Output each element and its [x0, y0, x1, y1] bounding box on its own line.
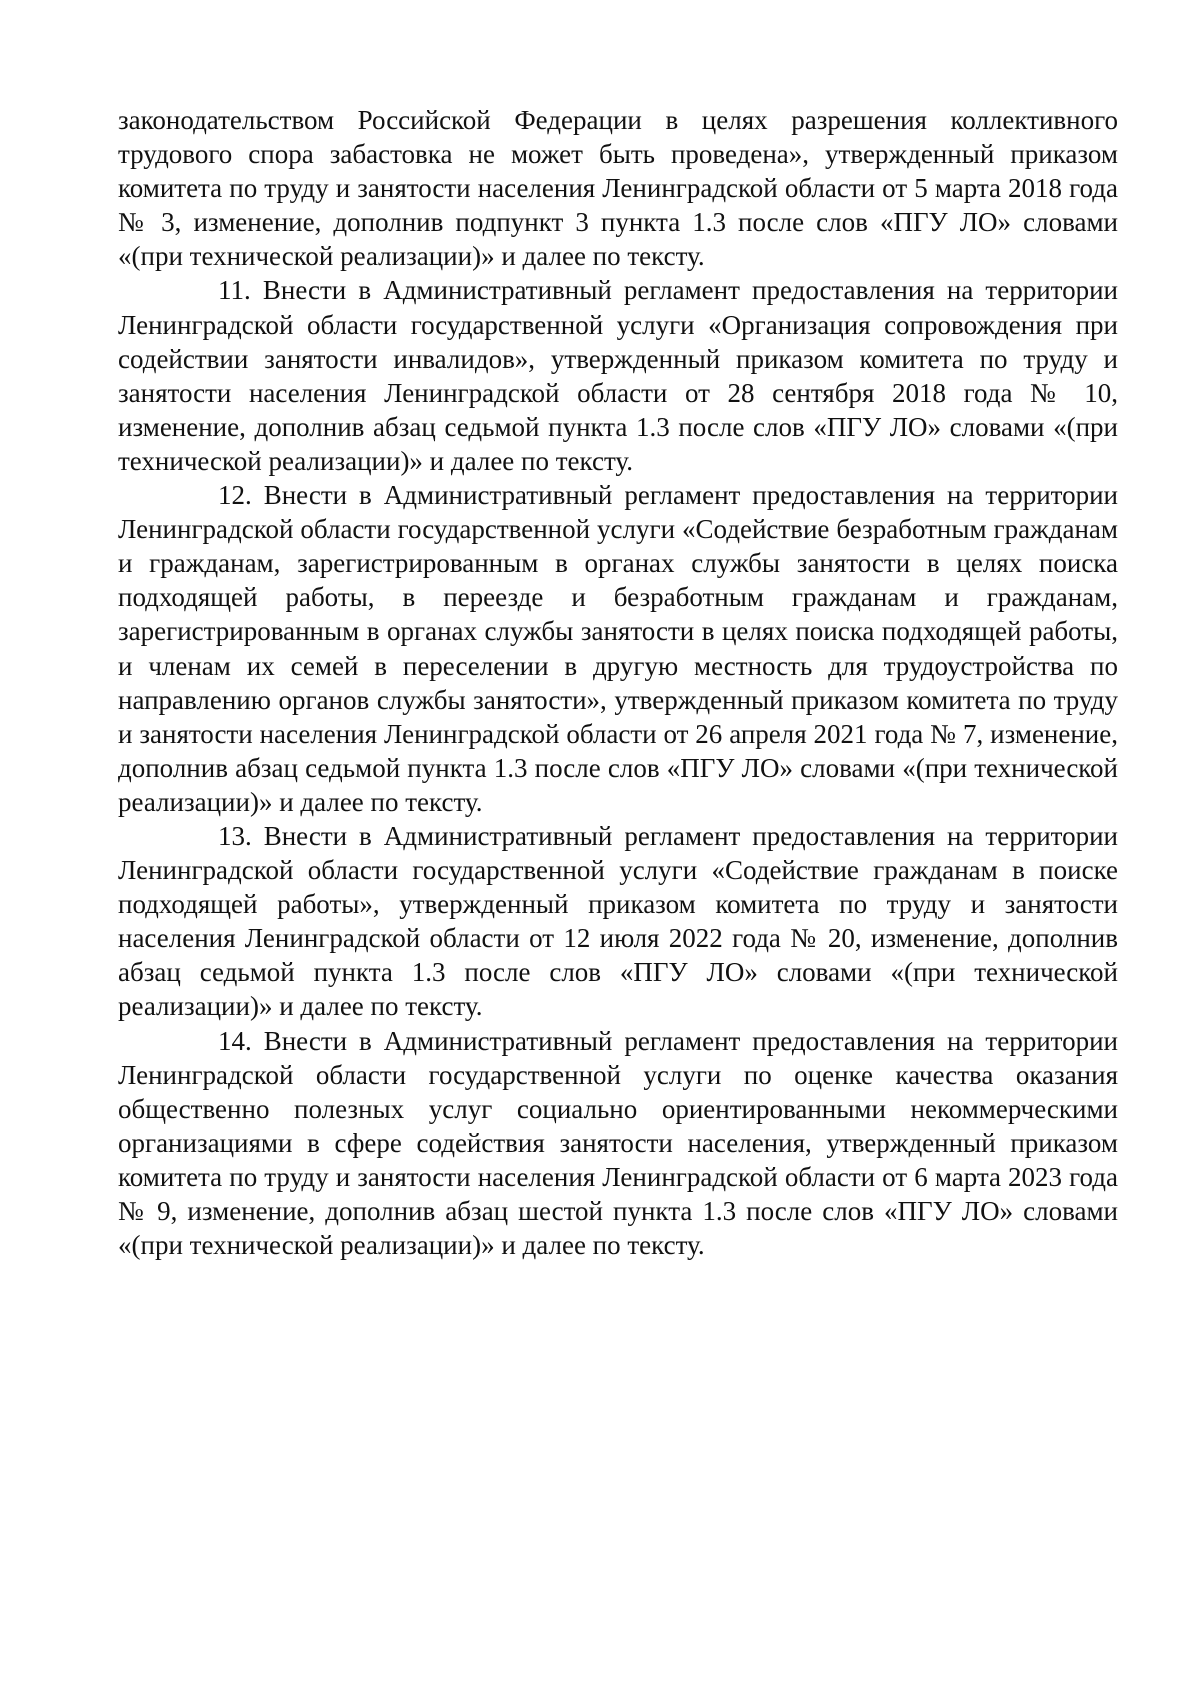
document-body — [118, 103, 1118, 1262]
paragraph-item-11: 11. Внести в Административный регламент предоставления на территории Ленинградской области государственной услуги «Организация сопровождения при содействии занятости инвалидов», утвержденный приказом комитета по труду и занятости населения Ленинградской области от 28 сентября 2018 года № 10, изменение, дополнив абзац седьмой пункта 1.3 после слов «ПГУ ЛО» словами «(при технической реализации)» и далее по тексту. — [118, 275, 1118, 476]
paragraph-continuation: законодательством Российской Федерации в целях разрешения коллективного трудового спора забастовка не может быть проведена», утвержденный приказом комитета по труду и занятости населения Ленинградской области от 5 марта 2018 года № 3, изменение, дополнив подпункт 3 пункта 1.3 после слов «ПГУ ЛО» словами «(при технической реализации)» и далее по тексту. — [118, 105, 1118, 272]
paragraph-item-13: 13. Внести в Административный регламент предоставления на территории Ленинградской области государственной услуги «Содействие гражданам в поиске подходящей работы», утвержденный приказом комитета по труду и занятости населения Ленинградской области от 12 июля 2022 года № 20, изменение, дополнив абзац седьмой пункта 1.3 после слов «ПГУ ЛО» словами «(при технической реализации)» и далее по тексту. — [118, 820, 1118, 1022]
paragraph-item-12: 12. Внести в Административный регламент предоставления на территории Ленинградской области государственной услуги «Содействие безработным гражданам и гражданам, зарегистрированным в органах службы занятости в целях поиска подходящей работы, в переезде и безработным гражданам и гражданам, зарегистрированным в органах службы занятости в целях поиска подходящей работы, и членам их семей в переселении в другую местность для трудоустройства по направлению органов службы занятости», утвержденный приказом комитета по труду и занятости населения Ленинградской области от 26 апреля 2021 года № 7, изменение, дополнив абзац седьмой пункта 1.3 после слов «ПГУ ЛО» словами «(при технической реализации)» и далее по тексту. — [118, 480, 1118, 817]
paragraph-item-14: 14. Внести в Административный регламент предоставления на территории Ленинградской области государственной услуги по оценке качества оказания общественно полезных услуг социально ориентированными некоммерческими организациями в сфере содействия занятости населения, утвержденный приказом комитета по труду и занятости населения Ленинградской области от 6 марта 2023 года № 9, изменение, дополнив абзац шестой пункта 1.3 после слов «ПГУ ЛО» словами «(при технической реализации)» и далее по тексту. — [118, 1025, 1118, 1261]
